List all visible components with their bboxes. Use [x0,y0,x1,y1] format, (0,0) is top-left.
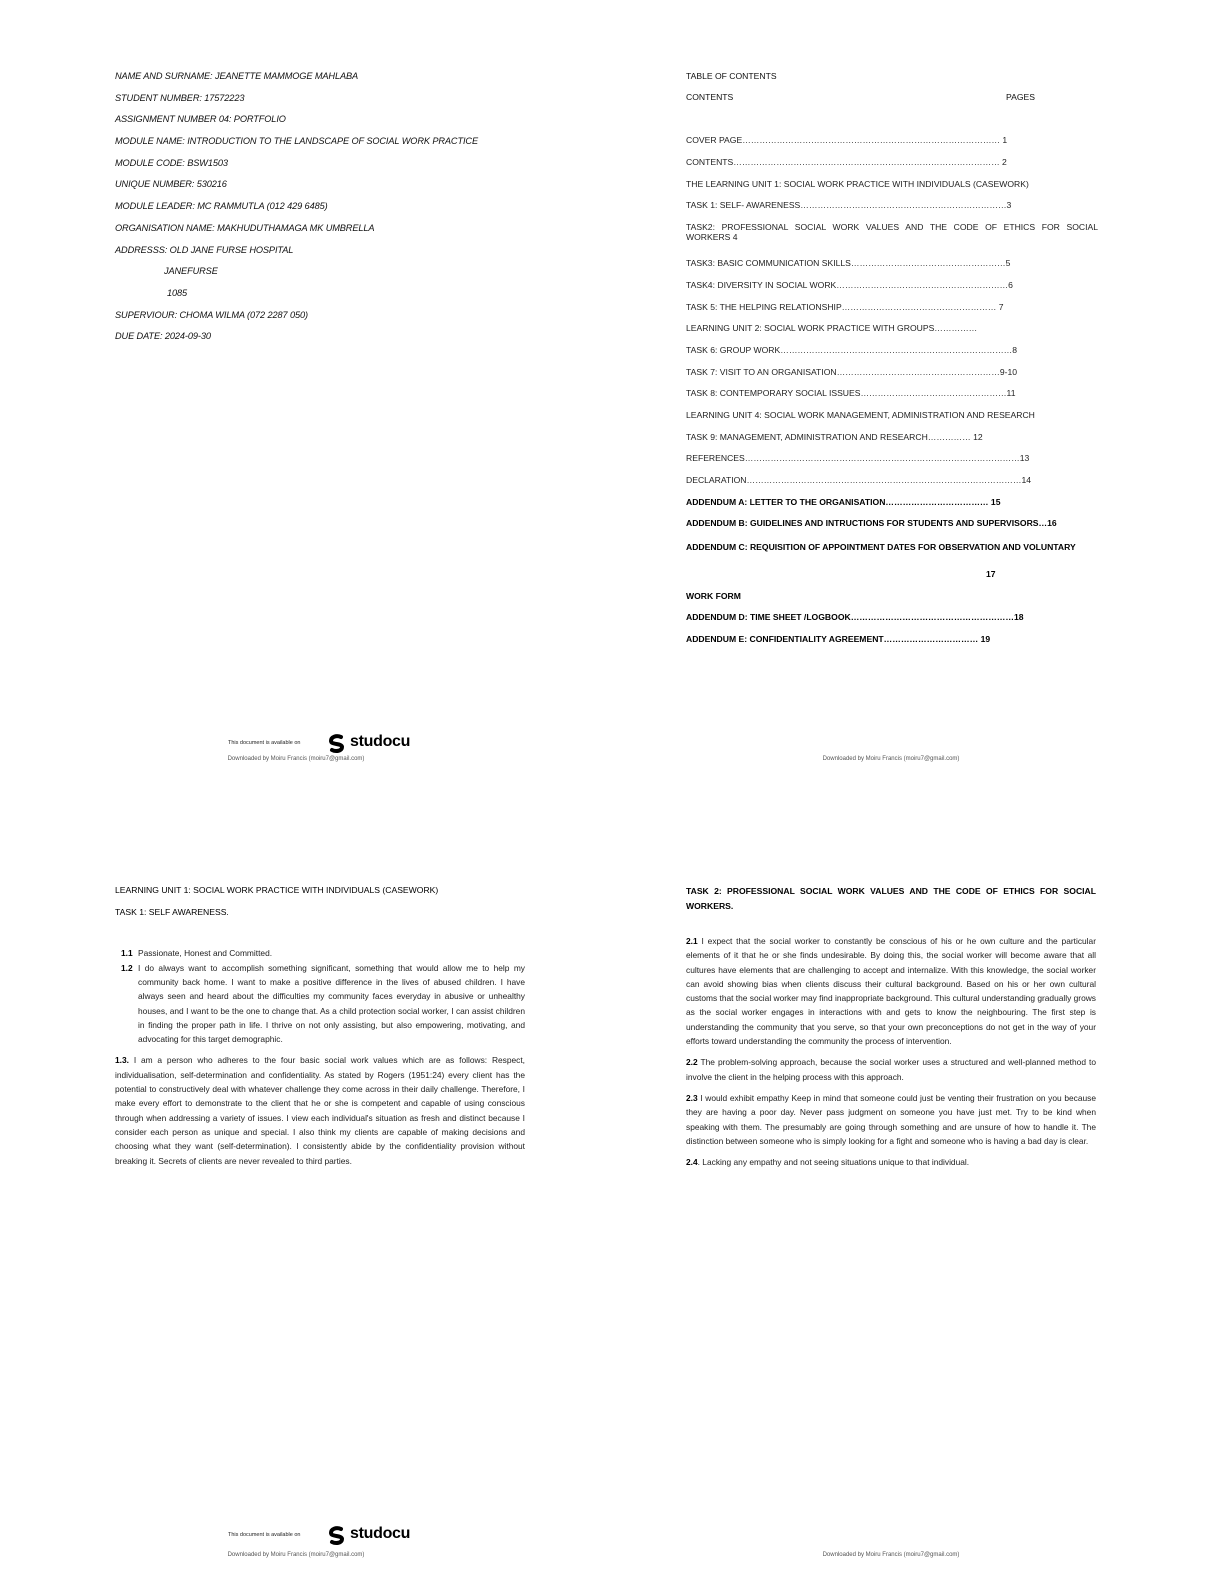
cover-line-module-leader: MODULE LEADER: MC RAMMUTLA (012 429 6485) [115,201,328,212]
available-on-text: This document is available on [228,740,301,746]
list-item [115,946,525,960]
page-footer [612,733,1224,773]
task-heading: TASK 1: SELF AWARENESS. [115,906,229,917]
toc-entry: CONTENTS………………………………………………………………………………… 2 [686,157,1007,168]
paragraph-number: 2.3 [686,1092,698,1103]
toc-entry: LEARNING UNIT 4: SOCIAL WORK MANAGEMENT, ADMINISTRATION AND RESEARCH [686,409,1035,420]
page-footer [0,733,612,773]
downloaded-by-text: Downloaded by Moiru Francis (moiru7@gmail.com) [822,756,960,762]
learning-unit-1-page [0,792,612,1584]
toc-entry: WORK FORM [686,590,741,601]
toc-entry: ADDENDUM A: LETTER TO THE ORGANISATION……………………………… 15 [686,496,1001,507]
task-heading: TASK 2: PROFESSIONAL SOCIAL WORK VALUES AND THE CODE OF ETHICS FOR SOCIAL WORKERS. [686,886,1096,911]
paragraph-text: . Lacking any empathy and not seeing situations unique to that individual. [697,1157,970,1168]
toc-entry: ADDENDUM D: TIME SHEET /LOGBOOK…………………………………………………18 [686,612,1024,623]
cover-line-assignment: ASSIGNMENT NUMBER 04: PORTFOLIO [115,114,286,125]
toc-entry: DECLARATION……………………………………………………………………………………14 [686,475,1032,485]
toc-entry: TASK2: PROFESSIONAL SOCIAL WORK VALUES AND THE CODE OF ETHICS FOR SOCIAL WORKERS 4 [686,222,1098,243]
paragraph-number: 2.4 [686,1157,698,1168]
toc-page [612,0,1224,792]
toc-entry: TASK 5: THE HELPING RELATIONSHIP……………………………………………… 7 [686,301,1004,312]
list-item [115,961,525,1047]
paragraph [686,1091,1096,1148]
downloaded-by-text: Downloaded by Moiru Francis (moiru7@gmail.com) [227,1552,365,1558]
cover-line-address: ADDRESSS: OLD JANE FURSE HOSPITAL [115,244,294,255]
toc-entry: TASK 9: MANAGEMENT, ADMINISTRATION AND RESEARCH…………… 12 [686,431,983,442]
cover-line-module-name: MODULE NAME: INTRODUCTION TO THE LANDSCAPE OF SOCIAL WORK PRACTICE [115,136,478,147]
toc-entry: LEARNING UNIT 2: SOCIAL WORK PRACTICE WITH GROUPS…………… [686,323,978,334]
toc-entry: TASK 6: GROUP WORK………………………………………………………………………8 [686,344,1018,355]
downloaded-by-text: Downloaded by Moiru Francis (moiru7@gmail.com) [822,1552,960,1558]
studocu-brand: studocu [350,1525,411,1542]
available-on-text: This document is available on [228,1532,301,1538]
toc-entry: ADDENDUM B: GUIDELINES AND INTRUCTIONS FOR STUDENTS AND SUPERVISORS…16 [686,518,1057,529]
cover-line-module-code: MODULE CODE: BSW1503 [115,157,228,168]
toc-entry: 17 [986,569,996,580]
paragraph-number: 2.2 [686,1057,698,1068]
list-item-text: Passionate, Honest and Committed. [138,948,273,959]
paragraph [686,1155,1096,1169]
toc-pages-label: PAGES [1006,91,1035,102]
toc-header-row [686,92,1098,114]
toc-entry: TASK 8: CONTEMPORARY SOCIAL ISSUES……………………………………………11 [686,388,1016,399]
cover-page [0,0,612,792]
paragraph-text: I am a person who adheres to the four basic social work values which are as follows: Respect, individualisation, self-determination and confidentiality. As stated by Rogers (1951:24) every client has the potential to constructively deal with whatever challenge they come across in their daily challenge. Therefore, I make every effort to demonstrate to the client that he or she is competent and capable of using conscious through when addressing a variety of issues. I view each individual's situation as fresh and distinct because I consider each person as unique and special. I also think my clients are capable of making decisions and choosing what they want (self-determination). I consistently abide by the confidentiality provision without breaking it. Secrets of clients are never revealed to third parties. [115,1055,525,1166]
toc-entry: TASK4: DIVERSITY IN SOCIAL WORK……………………………………………………6 [686,279,1013,290]
cover-line-address-code: 1085 [167,287,188,298]
paragraph [115,1053,525,1167]
cover-line-supervisor: SUPERVIOUR: CHOMA WILMA (072 2287 050) [115,309,308,320]
toc-entry: TASK 7: VISIT TO AN ORGANISATION…………………………………………………9-10 [686,366,1018,377]
paragraph [686,1055,1096,1084]
toc-entry: REFERENCES……………………………………………………………………………………13 [686,453,1030,464]
toc-entry: THE LEARNING UNIT 1: SOCIAL WORK PRACTICE WITH INDIVIDUALS (CASEWORK) [686,178,1029,189]
paragraph [686,934,1096,1048]
cover-line-address-city: JANEFURSE [164,266,218,277]
page-footer [0,1525,612,1565]
toc-title: TABLE OF CONTENTS [686,71,777,81]
downloaded-by-text: Downloaded by Moiru Francis (moiru7@gmail.com) [227,756,365,762]
cover-line-due-date: DUE DATE: 2024-09-30 [115,331,211,342]
studocu-logo-icon [327,734,347,754]
list-item-number: 1.1 [121,948,133,959]
cover-line-student-number: STUDENT NUMBER: 17572223 [115,92,245,103]
studocu-logo-icon [327,1526,347,1546]
list-item-number: 1.2 [121,962,133,973]
studocu-brand: studocu [350,733,411,750]
toc-entry: TASK3: BASIC COMMUNICATION SKILLS………………………………………………5 [686,258,1011,269]
paragraph-text: I expect that the social worker to constantly be conscious of his or he own culture and the particular elements of it that he or she finds undesirable. By doing this, the social worker will become aware that all cultures have elements that are challenging to accept and internalize. With this knowledge, the social worker can avoid showing bias when clients discuss their cultural background. Based on his or her own cultural customs that the social worker may find inappropriate background. This cultural understanding gradually grows as the social worker engages in interactions with and gets to know the neighbouring. The first step is understanding the community that you serve, so that your own preconceptions do not get in the way of your efforts toward understanding the community the process of intervention. [686,936,1096,1047]
cover-line-name: NAME AND SURNAME: JEANETTE MAMMOGE MAHLABA [115,71,359,81]
paragraph-text: I would exhibit empathy Keep in mind that someone could just be venting their frustration on you because they are having a poor day. Never pass judgment on someone you have just met. Try to be kind when speaking with them. The presumably are going through something and are unsure of how to handle it. The distinction between someone who is simply looking for a fight and someone who is having a bad day is clear. [686,1092,1096,1146]
page-body [115,884,525,1168]
cover-line-organisation: ORGANISATION NAME: MAKHUDUTHAMAGA MK UMBRELLA [115,222,375,233]
toc-entry: COVER PAGE……………………………………………………………………………… 1 [686,135,1008,146]
toc-entry: ADDENDUM C: REQUISITION OF APPOINTMENT DATES FOR OBSERVATION AND VOLUNTARY [686,542,1076,553]
cover-line-unique-number: UNIQUE NUMBER: 530216 [115,179,227,190]
toc-entry: TASK 1: SELF- AWARENESS………………………………………………………………3 [686,200,1012,211]
paragraph-number: 1.3. [115,1055,129,1066]
task-2-page [612,792,1224,1584]
toc-contents-label: CONTENTS [686,91,734,102]
paragraph-text: The problem-solving approach, because the social worker uses a structured and well-planned method to involve the client in the helping process with this approach. [686,1057,1096,1082]
section-heading: LEARNING UNIT 1: SOCIAL WORK PRACTICE WITH INDIVIDUALS (CASEWORK) [115,885,439,895]
page-body [686,884,1096,1169]
page-footer [612,1525,1224,1565]
list-item-text: I do always want to accomplish something significant, something that would allow me to help my community back home. I want to make a positive difference in the lives of abused children. I have always seen and heard about the difficulties my community faces everyday in abusive or unhealthy houses, and I want to be the one to change that. As a child protection social worker, I can assist children in finding the proper path in life. I thrive on not only assisting, but also empowering, motivating, and advocating for this target demographic. [138,962,525,1045]
cover-details [115,70,478,352]
toc-entry: ADDENDUM E: CONFIDENTIALITY AGREEMENT…………………………… 19 [686,634,991,645]
table-of-contents [686,70,1098,656]
paragraph-number: 2.1 [686,936,698,946]
